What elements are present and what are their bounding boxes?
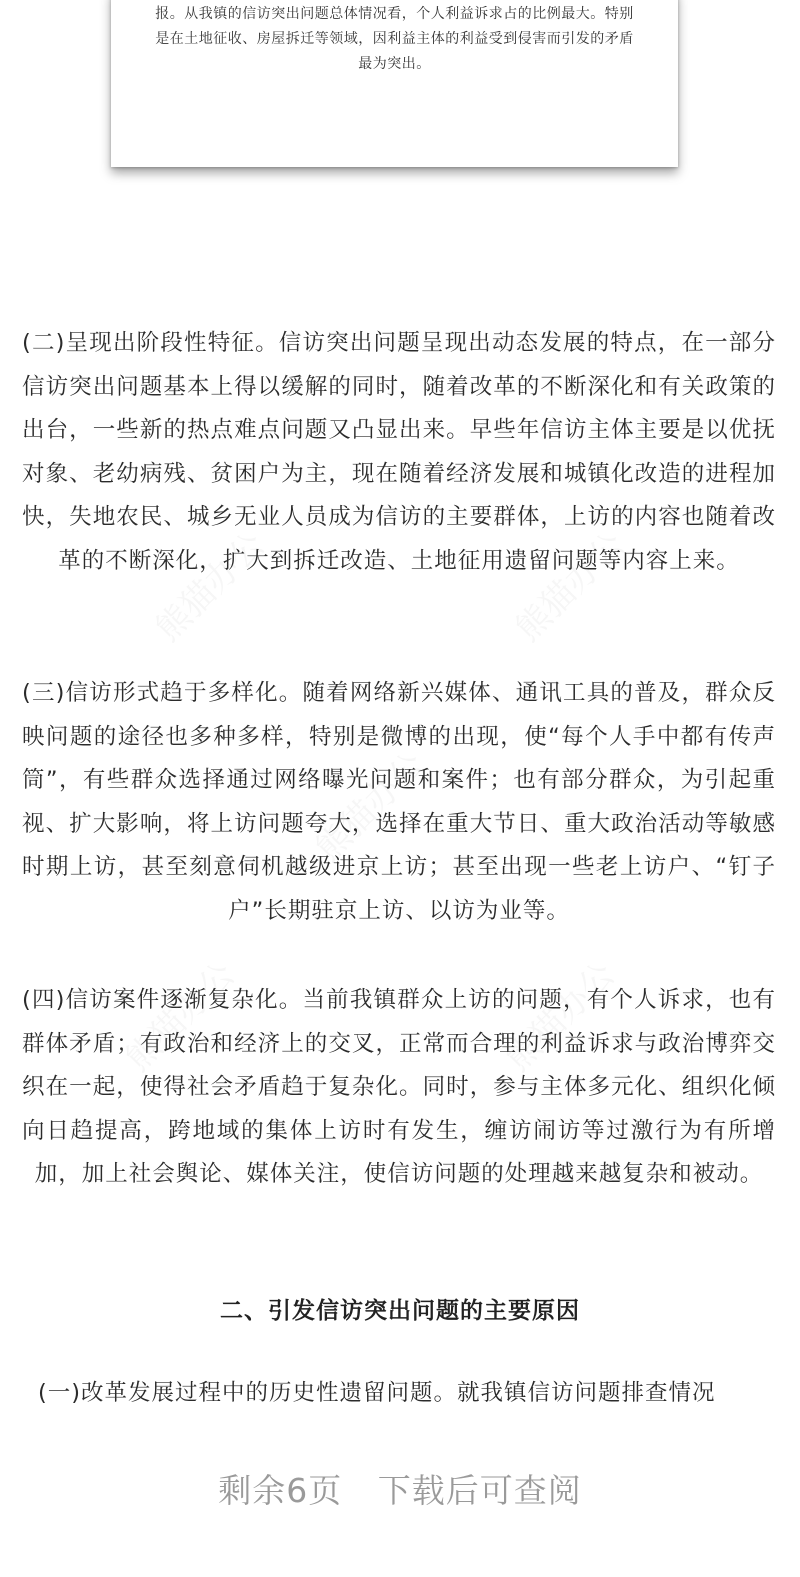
watermark: 熊猫办公: [118, 954, 243, 1080]
remaining-pages-label: 剩余6页: [218, 1471, 343, 1510]
paragraph-4: (四)信访案件逐渐复杂化。当前我镇群众上访的问题，有个人诉求，也有群体矛盾；有政治和经济上的交叉，正常而合理的利益诉求与政治博弈交织在一起，使得社会矛盾趋于复杂化。同时，参与主体多元化、组织化倾向日趋提高，跨地域的集体上访时有发生，缠访闹访等过激行为有所增加，加上社会舆论、媒体关注，使信访问题的处理越来越复杂和被动。: [22, 987, 776, 1187]
watermark: 熊猫办公: [308, 744, 433, 870]
watermark: 熊猫办公: [148, 524, 273, 650]
paragraph-2: (二)呈现出阶段性特征。信访突出问题呈现出动态发展的特点，在一部分信访突出问题基本上得以缓解的同时，随着改革的不断深化和有关政策的出台，一些新的热点难点问题又凸显出来。早些年信访主体主要是以优抚对象、老幼病残、贫困户为主，现在随着经济发展和城镇化改造的进程加快，失地农民、城乡无业人员成为信访的主要群体，上访的内容也随着改革的不断深化，扩大到拆迁改造、土地征用遗留问题等内容上来。: [22, 330, 776, 574]
paragraph-next: (一)改革发展过程中的历史性遗留问题。就我镇信访问题排查情况: [38, 1380, 716, 1406]
download-prompt[interactable]: [0, 1465, 800, 1512]
preview-text: 报。从我镇的信访突出问题总体情况看，个人利益诉求占的比例最大。特别是在土地征收、房屋拆迁等领域，因利益主体的利益受到侵害而引发的矛盾最为突出。: [155, 6, 634, 72]
preview-card: [111, 0, 678, 167]
paragraph-3: (三)信访形式趋于多样化。随着网络新兴媒体、通讯工具的普及，群众反映问题的途径也多种多样，特别是微博的出现，使“每个人手中都有传声筒”，有些群众选择通过网络曝光问题和案件；也有部分群众，为引起重视、扩大影响，将上访问题夸大，选择在重大节日、重大政治活动等敏感时期上访，甚至刻意伺机越级进京上访；甚至出现一些老上访户、“钉子户”长期驻京上访、以访为业等。: [22, 680, 776, 924]
download-label[interactable]: 下载后可查阅: [377, 1471, 582, 1510]
watermark: 熊猫办公: [508, 524, 633, 650]
watermark: 熊猫办公: [498, 954, 623, 1080]
section-heading: 二、引发信访突出问题的主要原因: [220, 1298, 580, 1324]
